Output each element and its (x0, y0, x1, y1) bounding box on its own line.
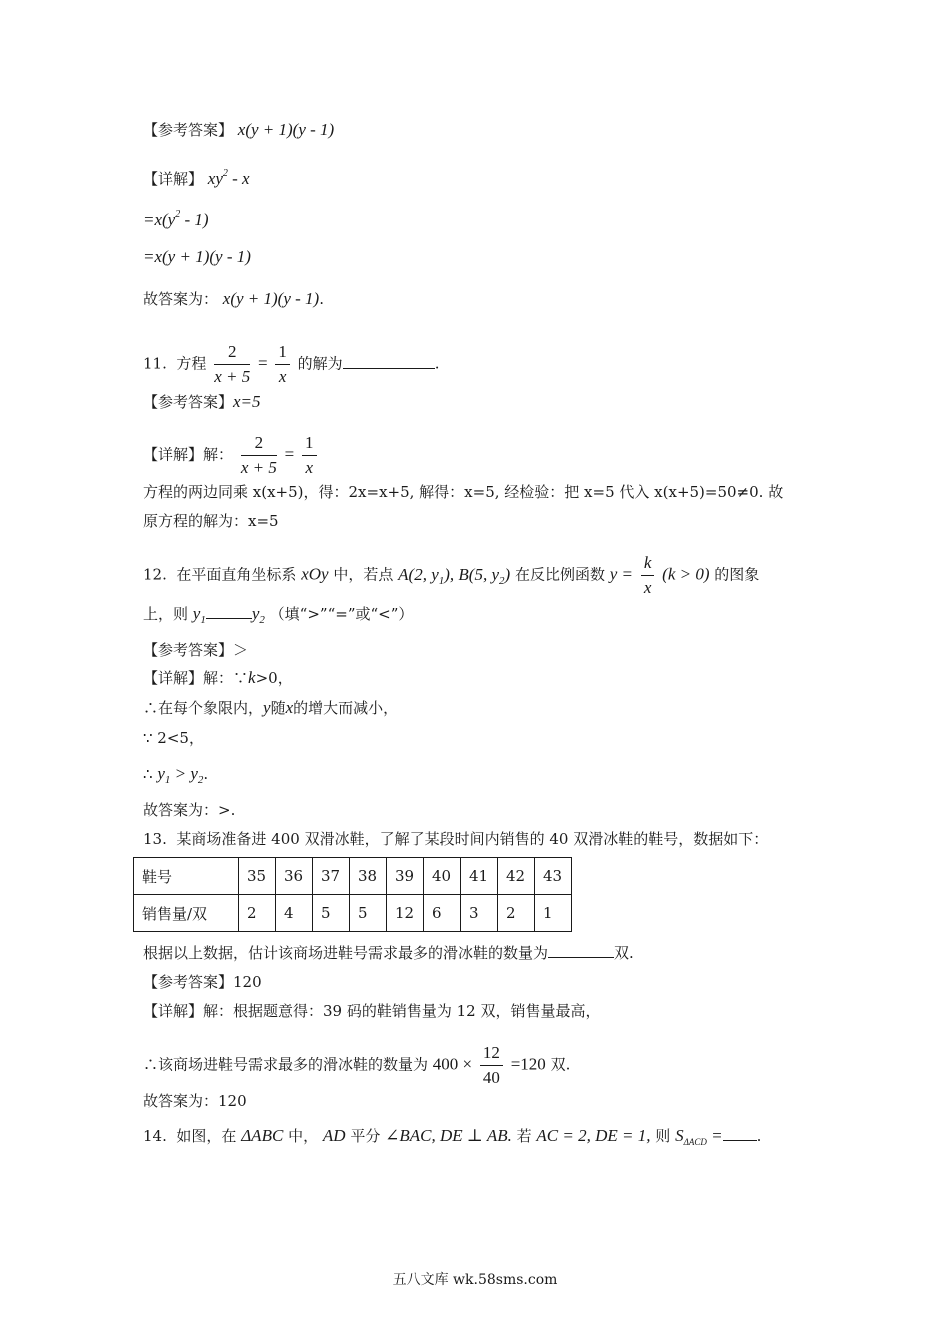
q13-detail-line: 【详解】解：根据题意得：39 码的鞋销售量为 12 双，销售量最高， (143, 1002, 601, 1020)
q10-final-line: 故答案为： x(y + 1)(y - 1). (143, 289, 324, 308)
shoe-size-table (133, 857, 572, 932)
q13-after-table: 根据以上数据，估计该商场进鞋号需求最多的滑冰鞋的数量为 双. (143, 944, 634, 962)
table-row-sales (134, 895, 572, 932)
answer-blank (206, 604, 252, 619)
table-cell: 43 (535, 858, 572, 895)
table-cell: 5 (313, 895, 350, 932)
fraction: $\frac{2}{x + 5}$ (214, 342, 251, 386)
table-cell: 5 (350, 895, 387, 932)
q12-detail-line: 【详解】解：∵k>0， (143, 668, 293, 687)
table-cell: 3 (461, 895, 498, 932)
fraction: $\frac{2}{x + 5}$ (240, 433, 277, 477)
q11-explanation-2: 原方程的解为：x=5 (143, 512, 279, 530)
fraction: $\frac{12}{40}$ (480, 1043, 503, 1088)
answer-blank (548, 943, 614, 958)
q13-question: 13. 某商场准备进 400 双滑冰鞋，了解了某段时间内销售的 40 双滑冰鞋的鞋号，数据如下： (143, 830, 769, 848)
q10-detail-line (143, 164, 250, 189)
table-cell: 36 (276, 858, 313, 895)
fraction: $\frac{k}{x}$ (641, 553, 655, 598)
table-cell: 1 (535, 895, 572, 932)
q11-answer-line: 【参考答案】x=5 (143, 392, 261, 411)
table-cell: 38 (350, 858, 387, 895)
table-cell: 12 (387, 895, 424, 932)
q12-answer-line: 【参考答案】＞ (143, 641, 249, 659)
answer-label: 【参考答案】 (143, 121, 234, 139)
table-cell: 2 (498, 895, 535, 932)
q12-question-line-2: 上，则 $y_1$ $y_2$ （填“>”“=”或“<”） (143, 604, 414, 626)
q14-question: 14. 如图，在 ΔABC 中， AD 平分 ∠BAC, DE ⊥ AB. 若 AC = 2, DE = 1, 则 $S_{\Delta ACD}$ = . (143, 1126, 762, 1147)
table-row-sizes (134, 858, 572, 895)
table-cell: 42 (498, 858, 535, 895)
answer-blank (343, 354, 435, 369)
fraction: $\frac{1}{x}$ (275, 342, 290, 387)
q12-step-3: ∴ $y_1 > y_2$. (143, 764, 209, 786)
q12-step-2: ∵ 2<5， (143, 729, 204, 747)
q10-answer-line (143, 120, 334, 140)
q12-question-line-1: 12. 在平面直角坐标系 xOy 中，若点 A(2, $y_1$), B(5, $y_2$) 在反比例函数 y = $\frac{k}{x}$ (k > 0) 的图象 (143, 553, 760, 597)
q10-step-1: $=x(y^2 - 1)$ (143, 209, 209, 229)
table-cell: 37 (313, 858, 350, 895)
answer-blank (723, 1126, 757, 1141)
q13-final-line: 故答案为：120 (143, 1092, 247, 1110)
q11-detail-line: 【详解】解： $\frac{2}{x + 5}$ = $\frac{1}{x}$ (143, 433, 320, 478)
table-cell: 4 (276, 895, 313, 932)
table-cell: 35 (239, 858, 276, 895)
table-cell: 40 (424, 858, 461, 895)
detail-label: 【详解】 (143, 170, 204, 188)
q12-final-line: 故答案为：>. (143, 801, 236, 819)
table-cell: 41 (461, 858, 498, 895)
q10-step-2: =x(y + 1)(y - 1) (143, 247, 251, 266)
table-cell: 6 (424, 895, 461, 932)
fraction: $\frac{1}{x}$ (302, 433, 317, 478)
q12-step-1: ∴在每个象限内，y随x的增大而减小， (143, 698, 399, 717)
footer-watermark: 五八文库 wk.58sms.com (392, 1272, 558, 1288)
answer-expression: x(y + 1)(y - 1) (237, 120, 335, 139)
table-header-cell: 鞋号 (134, 858, 239, 895)
table-header-cell: 销售量/双 (134, 895, 239, 932)
question-number: 11. (143, 354, 167, 373)
table-cell: 2 (239, 895, 276, 932)
q11-explanation-1: 方程的两边同乘 x(x+5)，得：2x=x+5, 解得：x=5, 经检验：把 x=5 代入 x(x+5)=50≠0. 故 (143, 483, 784, 501)
q13-answer-line: 【参考答案】120 (143, 973, 262, 991)
q13-calculation: ∴该商场进鞋号需求最多的滑冰鞋的数量为 400 × $\frac{12}{40}$ =120 双. (143, 1043, 571, 1087)
table-cell: 39 (387, 858, 424, 895)
detail-expression: $xy^2$ - x (207, 168, 250, 188)
q11-question: 11. 方程 $\frac{2}{x + 5}$ = $\frac{1}{x}$ 的解为 . (143, 342, 440, 386)
